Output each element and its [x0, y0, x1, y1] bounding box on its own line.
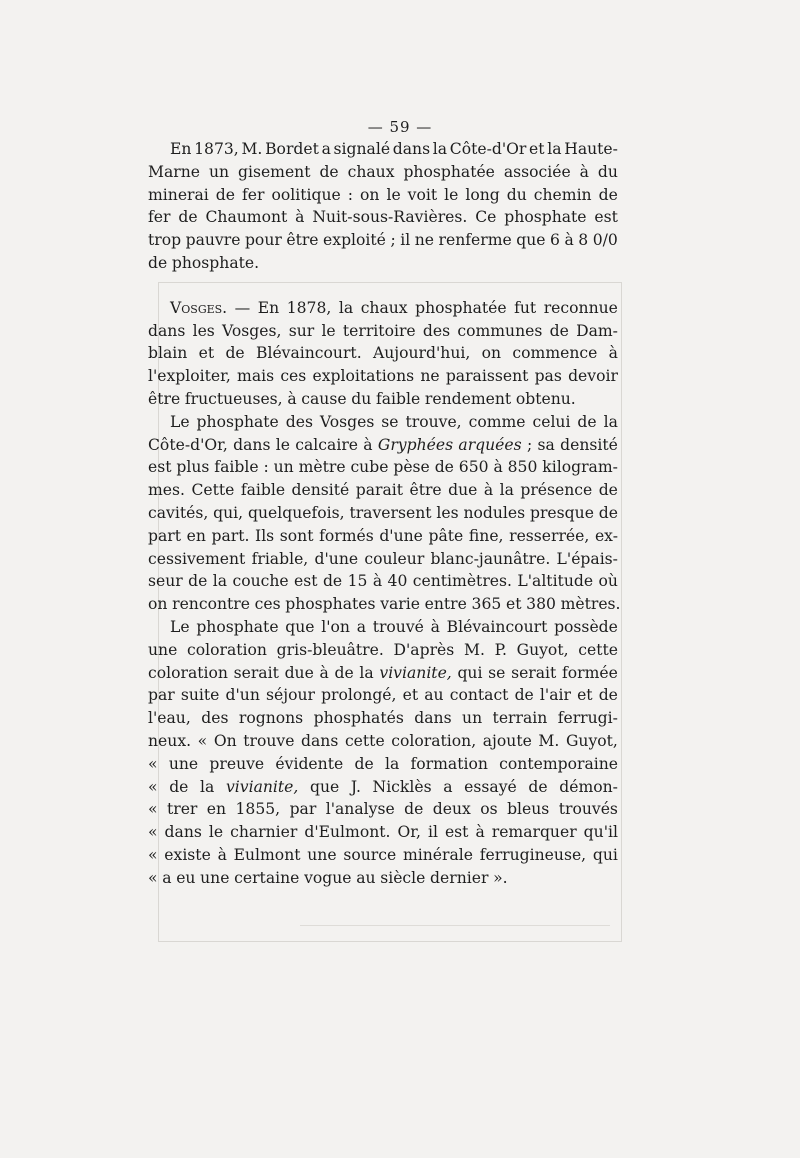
text-line: Vosges. — En 1878, la chaux phosphatée fut reconnue — [170, 298, 618, 317]
text-line: seur de la couche est de 15 à 40 centimètres. L'altitude où — [148, 572, 618, 591]
text-line: l'exploiter, mais ces exploitations ne paraissent pas devoir — [148, 367, 618, 386]
text-line: « de la vivianite, que J. Nicklès a essayé de démon- — [148, 777, 618, 796]
bleed-through-rule — [300, 925, 610, 926]
paragraph-1 — [148, 138, 618, 275]
text-line: « trer en 1855, par l'analyse de deux os bleus trouvés — [148, 800, 618, 819]
text-line: coloration serait due à de la vivianite, qui se serait formée — [148, 663, 618, 682]
text-line: « a eu une certaine vogue au siècle dernier ». — [148, 868, 508, 887]
text-line: neux. « On trouve dans cette coloration, ajoute M. Guyot, — [148, 731, 618, 750]
text-line: Le phosphate que l'on a trouvé à Blévaincourt possède — [170, 617, 618, 636]
text-line: cavités, qui, quelquefois, traversent les nodules presque de — [148, 503, 618, 522]
text-line: blain et de Blévaincourt. Aujourd'hui, on commence à — [148, 344, 618, 363]
text-line: Côte-d'Or, dans le calcaire à Gryphées arquées ; sa densité — [148, 435, 618, 454]
text-line: minerai de fer oolitique : on le voit le long du chemin de — [148, 185, 618, 204]
text-line: l'eau, des rognons phosphatés dans un terrain ferrugi- — [148, 709, 618, 728]
text-line: fer de Chaumont à Nuit-sous-Ravières. Ce phosphate est — [148, 208, 618, 227]
text-line: « une preuve évidente de la formation contemporaine — [148, 754, 618, 773]
text-line: En 1873, M. Bordet a signalé dans la Côte-d'Or et la Haute- — [170, 140, 618, 158]
text-line: Marne un gisement de chaux phosphatée associée à du — [148, 162, 618, 181]
text-line: cessivement friable, d'une couleur blanc-jaunâtre. L'épais- — [148, 549, 618, 568]
text-line: être fructueuses, à cause du faible rendement obtenu. — [148, 389, 576, 408]
page-number: — 59 — — [367, 118, 433, 136]
body-text — [148, 138, 621, 890]
text-line: part en part. Ils sont formés d'une pâte fine, resserrée, ex- — [148, 526, 618, 545]
text-line: une coloration gris-bleuâtre. D'après M. P. Guyot, cette — [148, 640, 618, 659]
paragraph-3 — [148, 411, 621, 616]
text-line: trop pauvre pour être exploité ; il ne renferme que 6 à 8 0/0 — [148, 231, 618, 250]
paragraph-2 — [148, 297, 618, 411]
text-line: est plus faible : un mètre cube pèse de 650 à 850 kilogram- — [148, 458, 618, 477]
paragraph-4 — [148, 616, 618, 890]
text-line: par suite d'un séjour prolongé, et au contact de l'air et de — [148, 686, 618, 705]
text-line: on rencontre ces phosphates varie entre 365 et 380 mètres. — [148, 595, 621, 614]
text-line: mes. Cette faible densité parait être due à la présence de — [148, 481, 618, 500]
text-line: de phosphate. — [148, 253, 260, 272]
text-line: Le phosphate des Vosges se trouve, comme celui de la — [170, 412, 618, 431]
text-line: « dans le charnier d'Eulmont. Or, il est à remarquer qu'il — [148, 823, 618, 842]
text-line: « existe à Eulmont une source minérale ferrugineuse, qui — [148, 845, 618, 864]
text-line: dans les Vosges, sur le territoire des communes de Dam- — [148, 321, 618, 340]
